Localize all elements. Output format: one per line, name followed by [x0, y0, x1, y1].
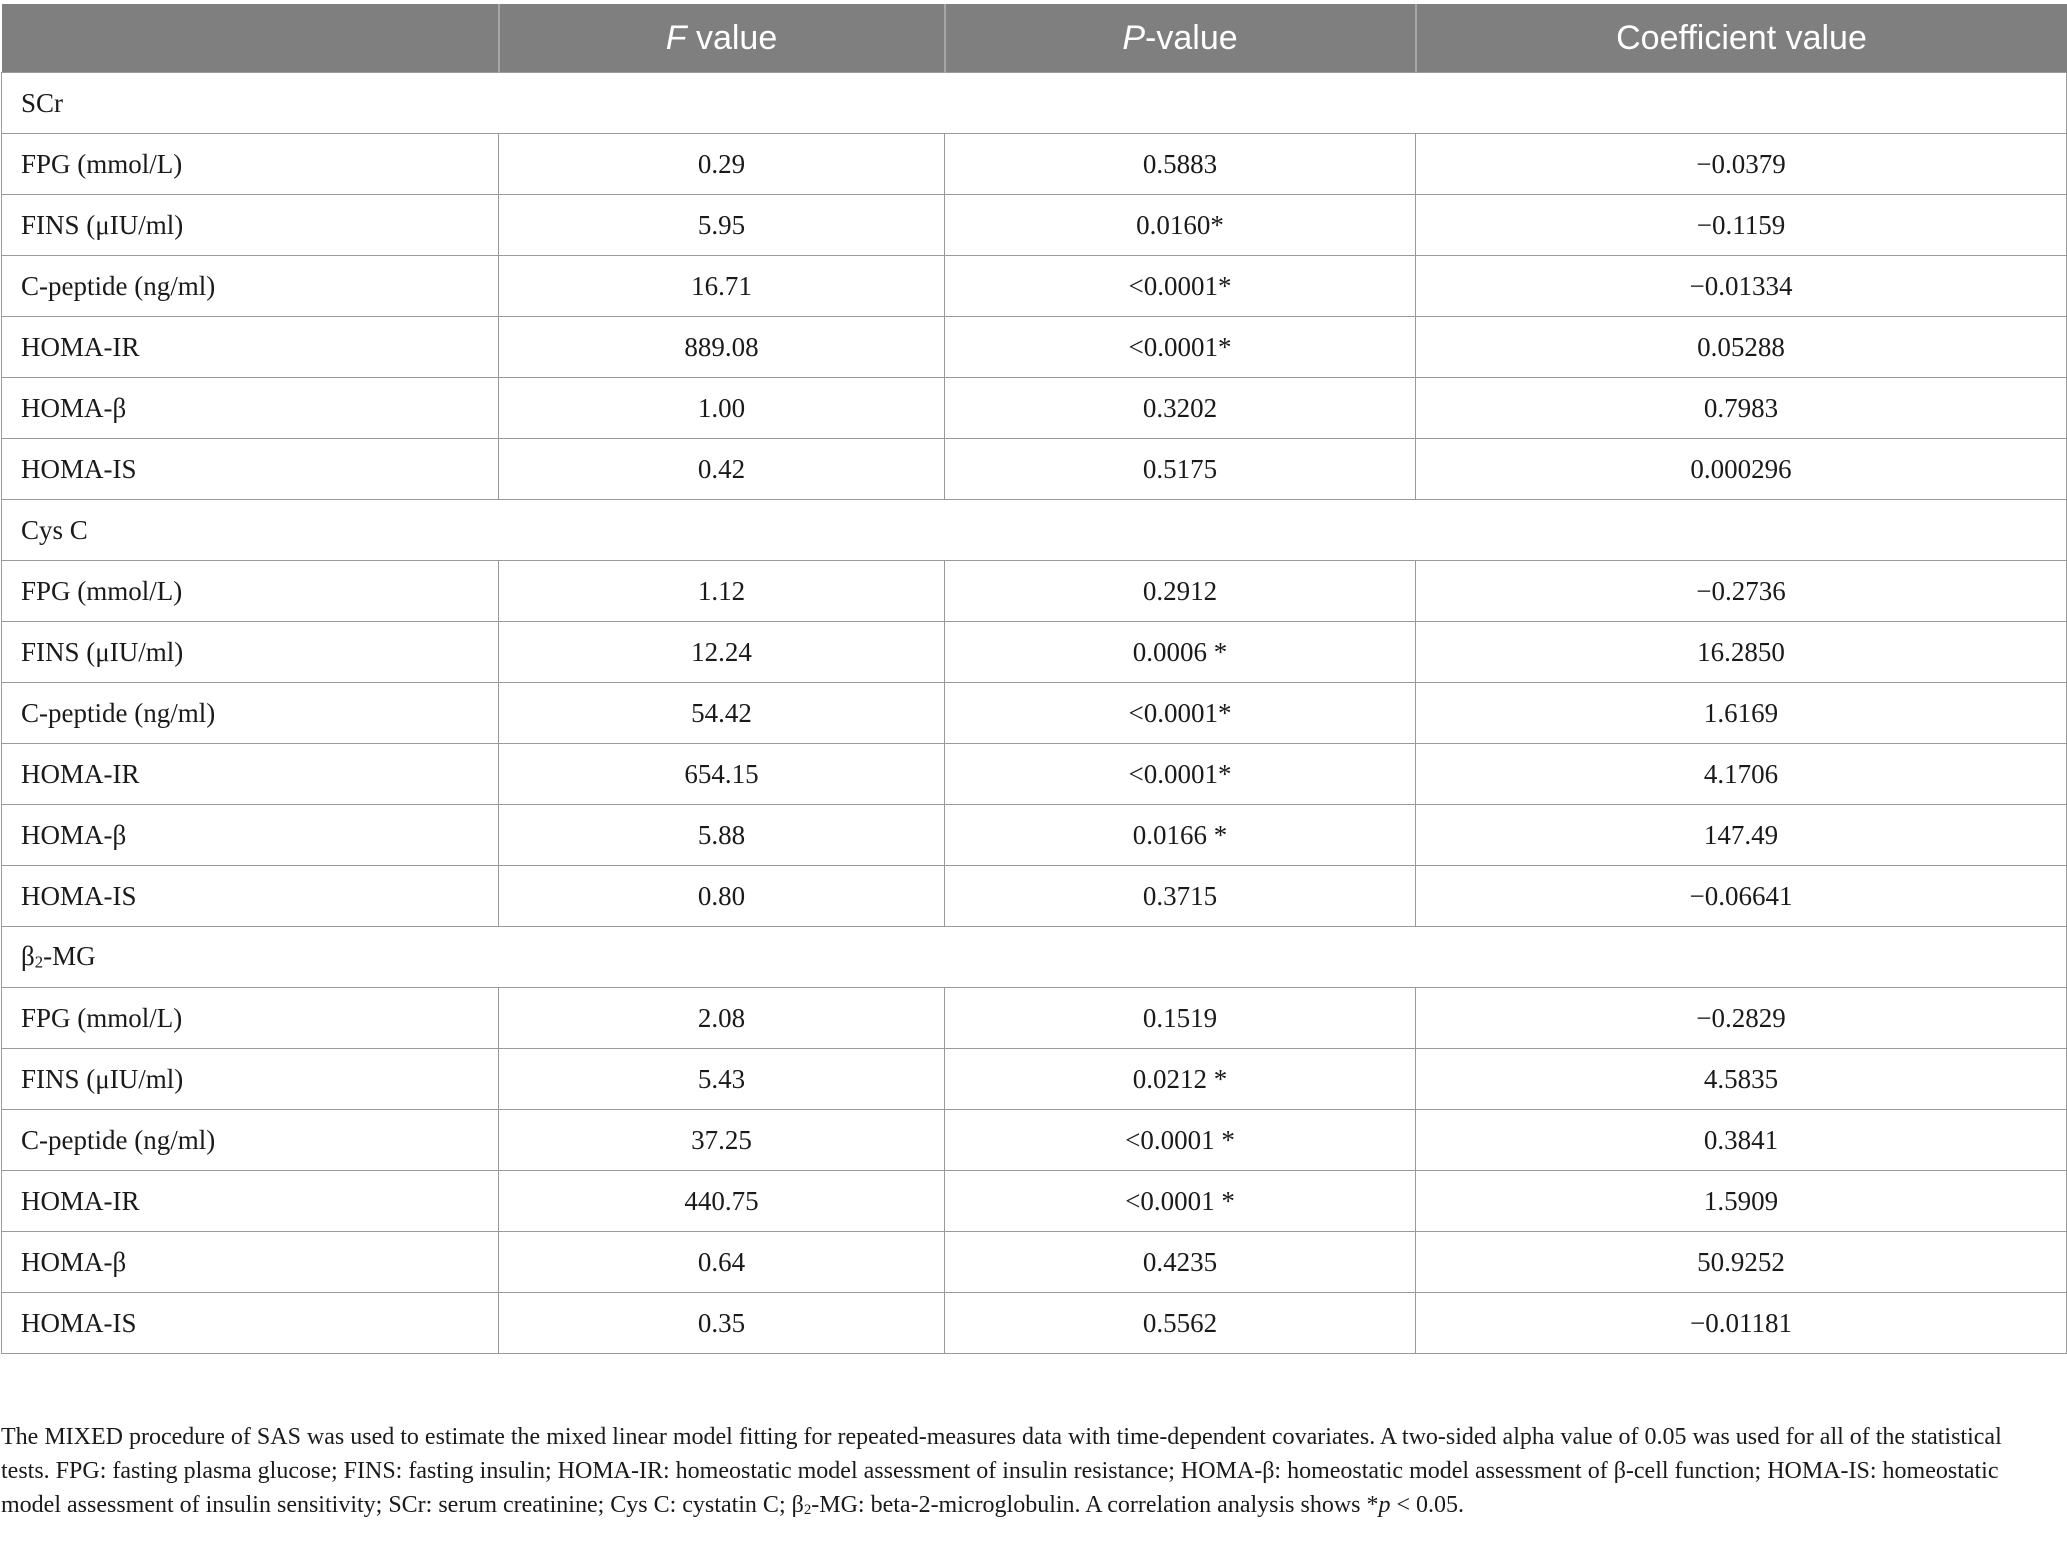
table-row [2, 683, 2067, 744]
row-label: FPG (mmol/L) [2, 561, 499, 622]
p-value-cell: <0.0001* [945, 744, 1416, 805]
row-label: FPG (mmol/L) [2, 134, 499, 195]
row-label: HOMA-IR [2, 317, 499, 378]
row-label: HOMA-IS [2, 1293, 499, 1354]
p-value-cell: 0.3715 [945, 866, 1416, 927]
header-p-value [945, 4, 1416, 73]
coefficient-cell: 0.000296 [1416, 439, 2067, 500]
coefficient-cell: −0.01181 [1416, 1293, 2067, 1354]
f-value-cell: 0.80 [499, 866, 945, 927]
f-value-cell: 1.12 [499, 561, 945, 622]
header-f-italic: F [665, 18, 687, 57]
row-label: HOMA-IS [2, 866, 499, 927]
section-row-cys-c [2, 500, 2067, 561]
table-row [2, 805, 2067, 866]
row-label: FINS (μIU/ml) [2, 622, 499, 683]
f-value-cell: 0.35 [499, 1293, 945, 1354]
p-value-cell: 0.0212 * [945, 1049, 1416, 1110]
header-variable [2, 4, 499, 73]
f-value-cell: 2.08 [499, 988, 945, 1049]
coefficient-cell: −0.2736 [1416, 561, 2067, 622]
table-footnote [1, 1420, 2041, 1527]
p-value-cell: 0.3202 [945, 378, 1416, 439]
f-value-cell: 0.42 [499, 439, 945, 500]
coefficient-cell: 0.05288 [1416, 317, 2067, 378]
f-value-cell: 0.29 [499, 134, 945, 195]
footnote-text-1: The MIXED procedure of SAS was used to estimate the mixed linear model fitting for repeated-measures data with time-dependent covariates. A two-sided alpha value of 0.05 was used for all of the statistical tests. FPG: fasting plasma glucose; FINS: fasting insulin; HOMA-IR: homeostatic model assessment of insulin resistance; HOMA-β: homeostatic model assessment of β-cell function; HOMA-IS: homeostatic model assessment of insulin sensitivity; SCr: serum creatinine; Cys C: cystatin C; β [1, 1424, 2002, 1518]
header-coefficient-value: Coefficient value [1416, 4, 2067, 73]
coefficient-cell: −0.06641 [1416, 866, 2067, 927]
f-value-cell: 5.95 [499, 195, 945, 256]
coefficient-cell: 1.6169 [1416, 683, 2067, 744]
coefficient-cell: 16.2850 [1416, 622, 2067, 683]
row-label: C-peptide (ng/ml) [2, 1110, 499, 1171]
p-value-cell: 0.5883 [945, 134, 1416, 195]
row-label: HOMA-β [2, 378, 499, 439]
f-value-cell: 16.71 [499, 256, 945, 317]
coefficient-cell: −0.0379 [1416, 134, 2067, 195]
table-row [2, 1171, 2067, 1232]
row-label: HOMA-β [2, 805, 499, 866]
row-label: C-peptide (ng/ml) [2, 683, 499, 744]
coefficient-cell: 1.5909 [1416, 1171, 2067, 1232]
coefficient-cell: 50.9252 [1416, 1232, 2067, 1293]
f-value-cell: 889.08 [499, 317, 945, 378]
footnote-text-3: < 0.05. [1390, 1492, 1465, 1518]
table-row [2, 317, 2067, 378]
section-title-rest: -MG [43, 941, 96, 972]
footnote-p-italic: p [1378, 1492, 1391, 1518]
row-label: FINS (μIU/ml) [2, 1049, 499, 1110]
p-value-cell: <0.0001* [945, 683, 1416, 744]
row-label: FINS (μIU/ml) [2, 195, 499, 256]
table-row [2, 195, 2067, 256]
p-value-cell: 0.4235 [945, 1232, 1416, 1293]
f-value-cell: 54.42 [499, 683, 945, 744]
section-title-sub: 2 [34, 952, 44, 972]
p-value-cell: <0.0001* [945, 317, 1416, 378]
table-row [2, 256, 2067, 317]
coefficient-cell: −0.2829 [1416, 988, 2067, 1049]
table-row [2, 866, 2067, 927]
coefficient-cell: 0.7983 [1416, 378, 2067, 439]
p-value-cell: 0.0006 * [945, 622, 1416, 683]
row-label: C-peptide (ng/ml) [2, 256, 499, 317]
p-value-cell: 0.5562 [945, 1293, 1416, 1354]
f-value-cell: 5.88 [499, 805, 945, 866]
section-title: SCr [2, 73, 2067, 134]
table-row [2, 1232, 2067, 1293]
row-label: HOMA-β [2, 1232, 499, 1293]
p-value-cell: 0.0166 * [945, 805, 1416, 866]
row-label: HOMA-IR [2, 744, 499, 805]
f-value-cell: 1.00 [499, 378, 945, 439]
section-row-b2-mg [2, 927, 2067, 988]
coefficient-cell: −0.01334 [1416, 256, 2067, 317]
coefficient-cell: 4.1706 [1416, 744, 2067, 805]
f-value-cell: 5.43 [499, 1049, 945, 1110]
table-row [2, 988, 2067, 1049]
footnote-text-2: -MG: beta-2-microglobulin. A correlation analysis shows * [811, 1492, 1379, 1518]
section-row-scr [2, 73, 2067, 134]
section-title-main: β [21, 941, 35, 972]
table-row [2, 1110, 2067, 1171]
f-value-cell: 440.75 [499, 1171, 945, 1232]
table-row [2, 134, 2067, 195]
p-value-cell: <0.0001* [945, 256, 1416, 317]
table-row [2, 622, 2067, 683]
coefficient-cell: 0.3841 [1416, 1110, 2067, 1171]
section-title [2, 927, 2067, 988]
header-f-rest: value [686, 18, 778, 57]
header-p-rest: -value [1145, 18, 1238, 57]
table-row [2, 1049, 2067, 1110]
table-row [2, 1293, 2067, 1354]
f-value-cell: 0.64 [499, 1232, 945, 1293]
coefficient-cell: 147.49 [1416, 805, 2067, 866]
coefficient-cell: −0.1159 [1416, 195, 2067, 256]
header-p-italic: P [1122, 18, 1146, 57]
header-f-value [499, 4, 945, 73]
footnote-sub: 2 [803, 1502, 812, 1519]
f-value-cell: 12.24 [499, 622, 945, 683]
p-value-cell: 0.0160* [945, 195, 1416, 256]
p-value-cell: <0.0001 * [945, 1171, 1416, 1232]
table-row [2, 561, 2067, 622]
p-value-cell: 0.2912 [945, 561, 1416, 622]
section-title: Cys C [2, 500, 2067, 561]
table-row [2, 378, 2067, 439]
table-row [2, 439, 2067, 500]
p-value-cell: 0.1519 [945, 988, 1416, 1049]
f-value-cell: 654.15 [499, 744, 945, 805]
f-value-cell: 37.25 [499, 1110, 945, 1171]
header-row [2, 4, 2067, 73]
coefficient-cell: 4.5835 [1416, 1049, 2067, 1110]
results-table [1, 4, 2067, 1354]
row-label: HOMA-IS [2, 439, 499, 500]
p-value-cell: <0.0001 * [945, 1110, 1416, 1171]
row-label: HOMA-IR [2, 1171, 499, 1232]
p-value-cell: 0.5175 [945, 439, 1416, 500]
table-row [2, 744, 2067, 805]
row-label: FPG (mmol/L) [2, 988, 499, 1049]
